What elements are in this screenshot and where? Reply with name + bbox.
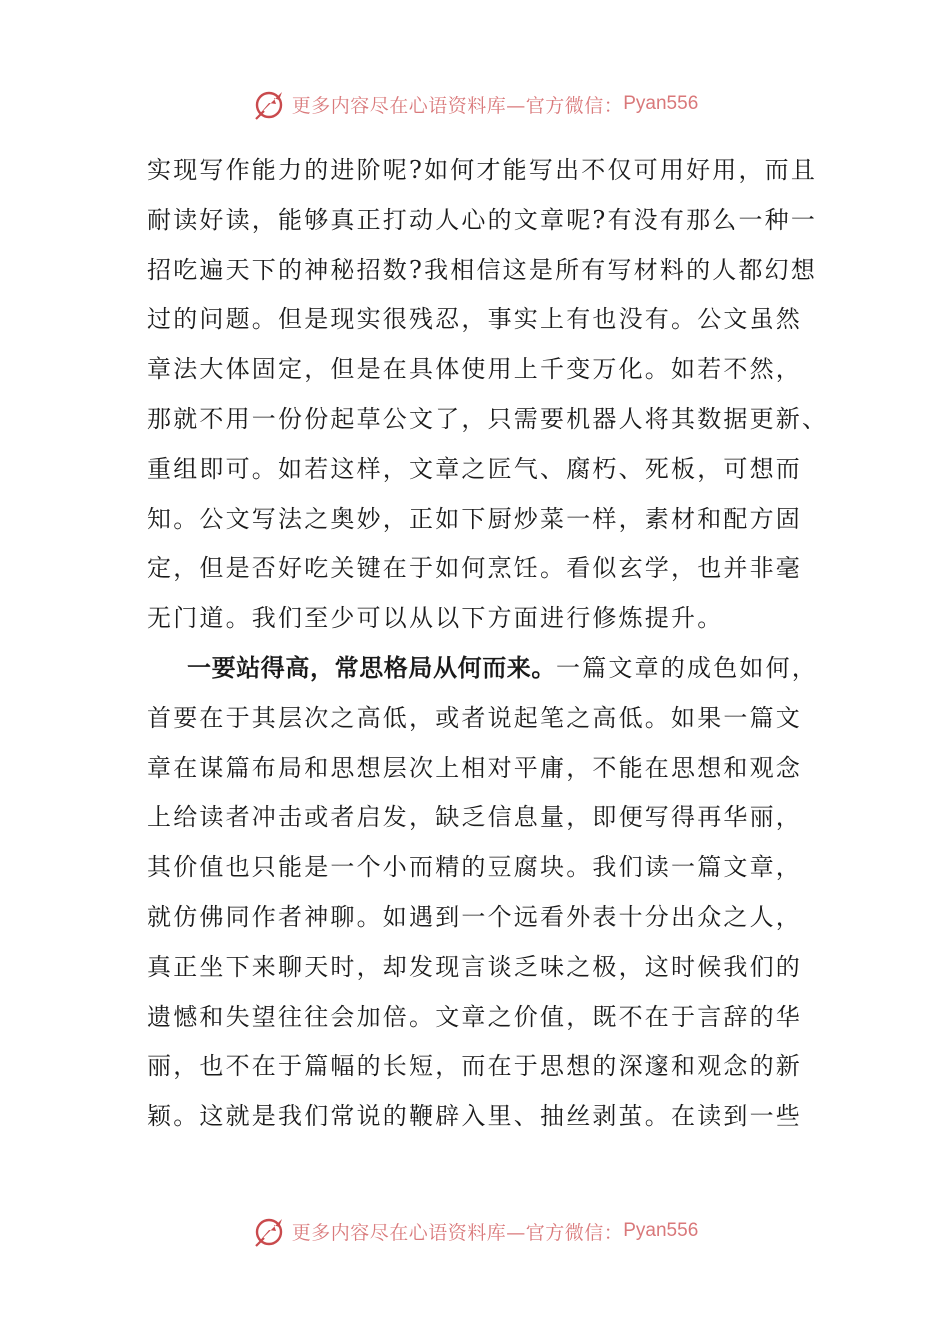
text-line: 章法大体固定，但是在具体使用上千变万化。如若不然， xyxy=(147,355,802,384)
header-wechat-id: Pyan556 xyxy=(623,93,699,114)
text-line: 实现写作能力的进阶呢?如何才能写出不仅可用好用，而且 xyxy=(147,156,818,184)
text-line: 招吃遍天下的神秘招数?我相信这是所有写材料的人都幻想 xyxy=(147,255,818,284)
quill-logo-icon xyxy=(252,86,288,122)
text-line: 知。公文写法之奥妙，正如下厨炒菜一样，素材和配方固 xyxy=(147,504,802,533)
text-line: 无门道。我们至少可以从以下方面进行修炼提升。 xyxy=(147,604,724,633)
footer-banner-text: 更多内容尽在心语资料库—官方微信： xyxy=(291,1221,624,1244)
text-line: 真正坐下来聊天时，却发现言谈乏味之极，这时候我们的 xyxy=(147,952,802,981)
text-line: 首要在于其层次之高低，或者说起笔之高低。如果一篇文 xyxy=(147,703,802,732)
text-line: 定，但是否好吃关键在于如何烹饪。看似玄学，也并非毫 xyxy=(147,554,802,583)
paragraph-2-first-line xyxy=(147,644,827,694)
text-line: 遗憾和失望往往会加倍。文章之价值，既不在于言辞的华 xyxy=(147,1002,802,1031)
text-line: 颖。这就是我们常说的鞭辟入里、抽丝剥茧。在读到一些 xyxy=(147,1102,802,1131)
text-line: 上给读者冲击或者启发，缺乏信息量，即便写得再华丽， xyxy=(147,803,802,832)
header-banner-text: 更多内容尽在心语资料库—官方微信： xyxy=(291,94,624,117)
text-line: 那就不用一份份起草公文了，只需要机器人将其数据更新、 xyxy=(147,404,829,433)
section-heading: 一要站得高，常思格局从何而来。 xyxy=(187,653,556,682)
text-line: 丽，也不在于篇幅的长短，而在于思想的深邃和观念的新 xyxy=(147,1052,802,1081)
text-line: 其价值也只能是一个小而精的豆腐块。我们读一篇文章， xyxy=(147,853,802,882)
text-line: 章在谋篇布局和思想层次上相对平庸，不能在思想和观念 xyxy=(147,753,802,782)
document-body xyxy=(147,146,827,1142)
text-line: 耐读好读，能够真正打动人心的文章呢?有没有那么一种一 xyxy=(147,205,818,234)
quill-logo-icon xyxy=(252,1213,288,1249)
text-line: 重组即可。如若这样，文章之匠气、腐朽、死板，可想而 xyxy=(147,454,802,483)
text-line: 过的问题。但是现实很残忍，事实上有也没有。公文虽然 xyxy=(147,305,802,334)
text-line: 就仿佛同作者神聊。如遇到一个远看外表十分出众之人， xyxy=(147,902,802,931)
text-span: 一篇文章的成色如何， xyxy=(556,653,818,682)
footer-wechat-id: Pyan556 xyxy=(623,1220,699,1241)
paragraph-1 xyxy=(147,146,827,644)
footer-banner xyxy=(0,1211,950,1251)
header-banner xyxy=(0,84,950,124)
paragraph-2 xyxy=(147,644,827,1142)
